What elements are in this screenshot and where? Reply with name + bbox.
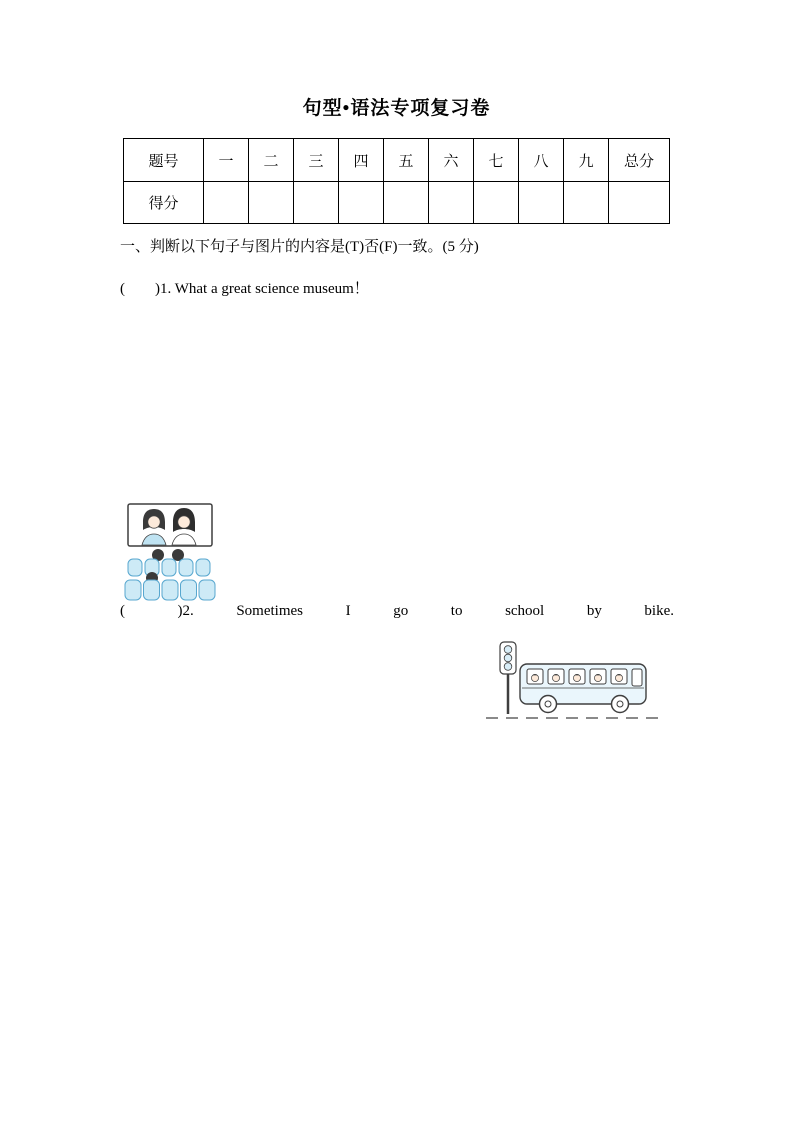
score-empty-cell-3 [294,182,339,224]
question-2-bracket: ( )2. [120,603,194,619]
score-empty-cell-7 [474,182,519,224]
header-cell-2: 二 [249,139,294,182]
question-2-word-3: go [393,603,409,619]
question-1-text: ( )1. What a great science museum！ [120,281,369,297]
header-cell-9: 九 [564,139,609,182]
question-2-word-7: bike. [644,603,674,619]
header-cell-total: 总分 [609,139,670,182]
score-table [123,138,670,224]
score-empty-cell-6 [429,182,474,224]
school-bus-icon [486,640,661,722]
score-empty-cell-9 [564,182,609,224]
header-cell-question-number: 题号 [124,139,204,182]
header-cell-6: 六 [429,139,474,182]
bus-illustration [486,640,661,722]
question-2-word-2: I [345,603,351,619]
question-2-word-1: Sometimes [236,603,304,619]
cinema-scene-icon [122,501,217,602]
header-cell-8: 八 [519,139,564,182]
question-2-line [120,603,674,620]
header-cell-4: 四 [339,139,384,182]
page-title: 句型•语法专项复习卷 [302,98,491,119]
header-cell-3: 三 [294,139,339,182]
question-2-word-4: to [450,603,463,619]
score-table-score-row [124,182,670,224]
score-empty-cell-total [609,182,670,224]
section-one-instruction: 一、判断以下句子与图片的内容是(T)否(F)一致。(5 分) [120,239,479,255]
score-empty-cell-5 [384,182,429,224]
score-table-header-row [124,139,670,182]
header-cell-1: 一 [204,139,249,182]
question-2-word-5: school [505,603,545,619]
score-empty-cell-8 [519,182,564,224]
question-2-word-6: by [586,603,602,619]
score-label-cell: 得分 [124,182,204,224]
score-empty-cell-2 [249,182,294,224]
score-empty-cell-4 [339,182,384,224]
score-empty-cell-1 [204,182,249,224]
header-cell-7: 七 [474,139,519,182]
cinema-illustration [122,501,217,602]
header-cell-5: 五 [384,139,429,182]
